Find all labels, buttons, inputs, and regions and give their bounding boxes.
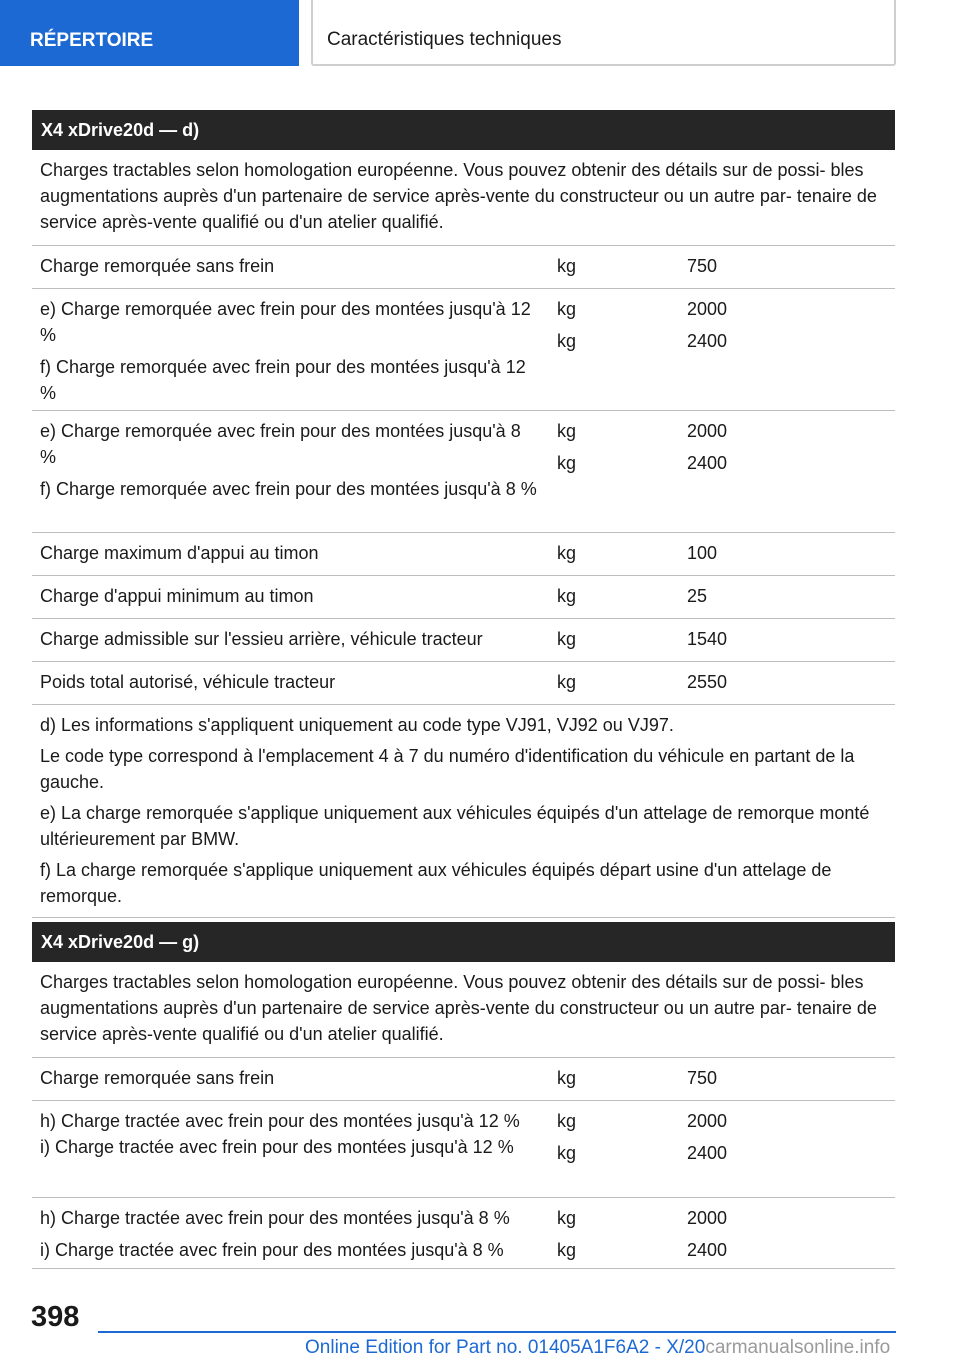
row-value: 2000 — [687, 1208, 728, 1228]
row-unit: kg — [557, 1240, 577, 1260]
table-row — [32, 246, 895, 289]
row-value: 2550 — [687, 672, 728, 692]
page-number: 398 — [31, 1301, 80, 1333]
row-unit: kg — [557, 543, 577, 563]
table-row — [32, 533, 895, 576]
row-value: 2000 — [687, 299, 728, 319]
footnote-f: f) La charge remorquée s'applique uniquement aux véhicules équipés départ usine d'un attelage de remorque. — [40, 860, 832, 906]
table-row — [32, 411, 895, 533]
watermark-text: carmanualsonline.info — [705, 1337, 891, 1358]
repertoire-tab[interactable]: RÉPERTOIRE — [0, 0, 299, 66]
row-value: 2000 — [687, 421, 728, 441]
row-unit: kg — [557, 1068, 577, 1088]
footnote-d: d) Les informations s'appliquent uniquement au code type VJ91, VJ92 ou VJ97. — [40, 715, 674, 735]
row-unit: kg — [557, 586, 577, 606]
row-unit: kg — [557, 1143, 577, 1163]
spec-table-d — [32, 110, 895, 918]
row-unit: kg — [557, 299, 577, 319]
row-unit: kg — [557, 331, 577, 351]
table-row — [32, 289, 895, 411]
row-unit: kg — [557, 1111, 577, 1131]
row-value: 25 — [687, 586, 708, 606]
row-value: 2000 — [687, 1111, 728, 1131]
row-value: 100 — [687, 543, 718, 563]
row-label: Charge admissible sur l'essieu arrière, véhicule tracteur — [40, 629, 483, 649]
row-label: e) Charge remorquée avec frein pour des montées jusqu'à 8 % — [40, 421, 521, 467]
footnote-code-type: Le code type correspond à l'emplacement 4 à 7 du numéro d'identification du véhicule en partant de la gauche. — [40, 746, 855, 792]
table-intro: Charges tractables selon homologation européenne. Vous pouvez obtenir des détails sur de possi- bles augmentations auprès d'un partenaire de service après-vente du constructeur ou un autre par- tenaire de service après-vente qualifié ou d'un atelier qualifié. — [32, 962, 895, 1058]
row-value: 2400 — [687, 1143, 728, 1163]
table-row — [32, 662, 895, 705]
row-unit: kg — [557, 421, 577, 441]
row-unit: kg — [557, 629, 577, 649]
table-title: X4 xDrive20d — d) — [32, 110, 895, 150]
row-value: 1540 — [687, 629, 728, 649]
row-value: 750 — [687, 1068, 718, 1088]
row-label: i) Charge tractée avec frein pour des montées jusqu'à 12 % — [40, 1137, 514, 1157]
row-value: 2400 — [687, 453, 728, 473]
row-value: 2400 — [687, 331, 728, 351]
row-label: i) Charge tractée avec frein pour des montées jusqu'à 8 % — [40, 1240, 504, 1260]
table-intro: Charges tractables selon homologation européenne. Vous pouvez obtenir des détails sur de possi- bles augmentations auprès d'un partenaire de service après-vente du constructeur ou un autre par- tenaire de service après-vente qualifié ou d'un atelier qualifié. — [32, 150, 895, 246]
row-label: e) Charge remorquée avec frein pour des montées jusqu'à 12 % — [40, 299, 531, 345]
row-label: Poids total autorisé, véhicule tracteur — [40, 672, 336, 692]
footnotes — [32, 705, 895, 918]
table-row — [32, 1058, 895, 1101]
row-label: Charge d'appui minimum au timon — [40, 586, 314, 606]
row-label: Charge maximum d'appui au timon — [40, 543, 319, 563]
row-unit: kg — [557, 256, 577, 276]
row-label: h) Charge tractée avec frein pour des montées jusqu'à 8 % — [40, 1208, 510, 1228]
page-header — [0, 0, 960, 66]
row-value: 750 — [687, 256, 718, 276]
table-row — [32, 1198, 895, 1269]
table-row — [32, 576, 895, 619]
row-value: 2400 — [687, 1240, 728, 1260]
row-unit: kg — [557, 672, 577, 692]
row-label: f) Charge remorquée avec frein pour des montées jusqu'à 8 % — [40, 479, 537, 499]
row-label: Charge remorquée sans frein — [40, 1068, 275, 1088]
row-unit: kg — [557, 453, 577, 473]
table-row — [32, 619, 895, 662]
row-label: h) Charge tractée avec frein pour des montées jusqu'à 12 % — [40, 1111, 520, 1131]
row-label: f) Charge remorquée avec frein pour des montées jusqu'à 12 % — [40, 357, 526, 403]
footer-edition — [305, 1337, 890, 1359]
footer-divider — [98, 1331, 896, 1333]
edition-text: Online Edition for Part no. 01405A1F6A2 - X/20 — [305, 1337, 706, 1358]
table-title: X4 xDrive20d — g) — [32, 922, 895, 962]
section-title: Caractéristiques techniques — [311, 0, 896, 66]
row-label: Charge remorquée sans frein — [40, 256, 275, 276]
table-row — [32, 1101, 895, 1198]
spec-table-g — [32, 922, 895, 1269]
row-unit: kg — [557, 1208, 577, 1228]
footnote-e: e) La charge remorquée s'applique uniquement aux véhicules équipés d'un attelage de remorque monté ultérieurement par BMW. — [40, 803, 870, 849]
